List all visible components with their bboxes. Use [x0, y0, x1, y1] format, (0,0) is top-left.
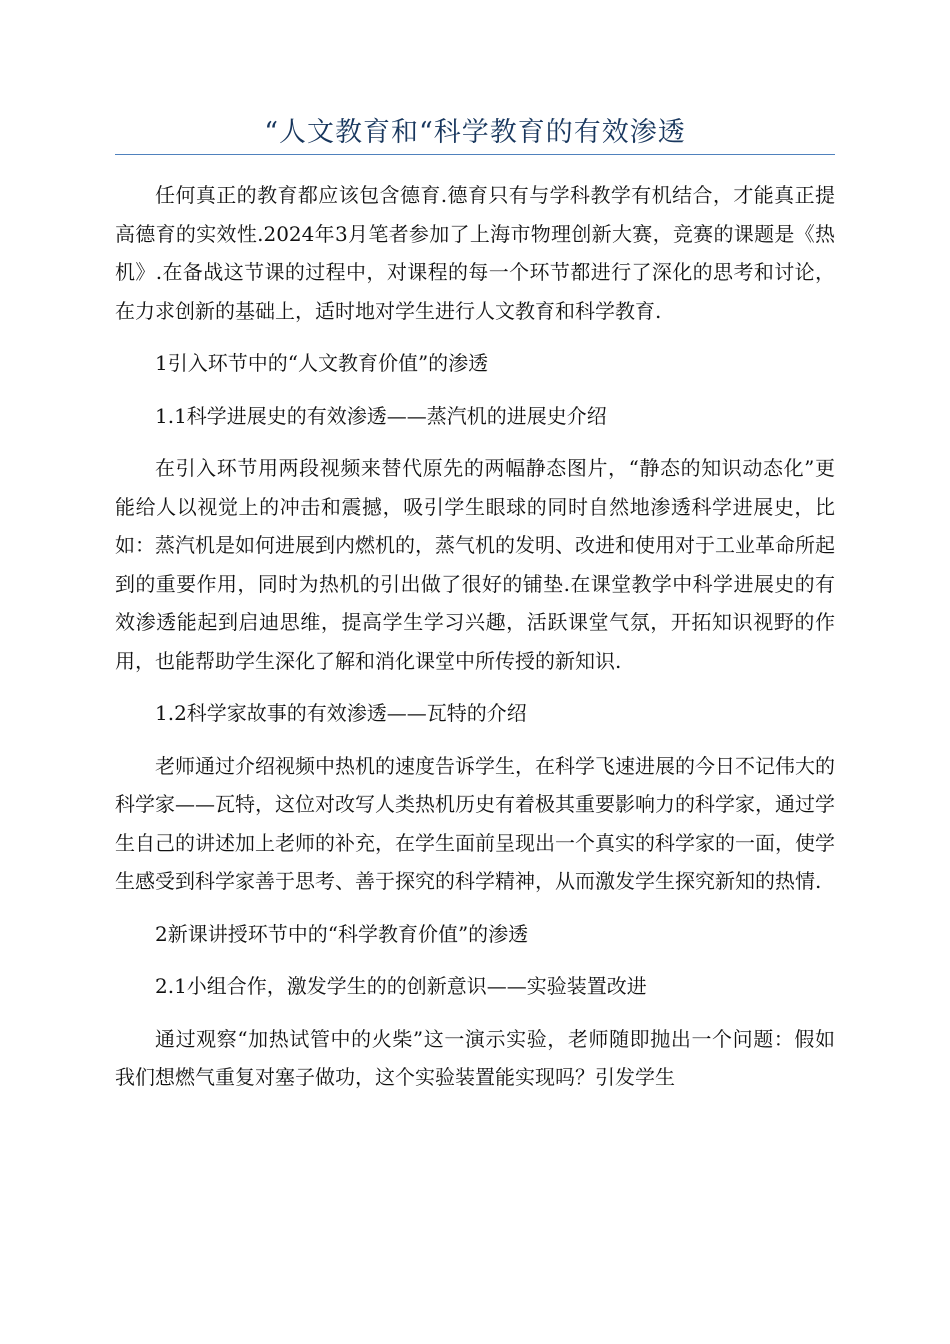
subsection-heading-2-1: 2.1小组合作，激发学生的的创新意识——实验装置改进 [155, 974, 647, 998]
document-body [115, 176, 835, 1111]
section-heading-2: 2新课讲授环节中的“科学教育价值”的渗透 [155, 921, 529, 946]
section-heading-1: 1引入环节中的“人文教育价值”的渗透 [155, 351, 489, 375]
subsection-heading-1-1: 1.1科学进展史的有效渗透——蒸汽机的进展史介绍 [155, 403, 607, 428]
paragraph-1-2: 老师通过介绍视频中热机的速度告诉学生，在科学飞速进展的今日不记伟大的科学家——瓦特，这位对改写人类热机历史有着极其重要影响力的科学家，通过学生自己的讲述加上老师的补充，在学生面前呈现出一个真实的科学家的一面，使学生感受到科学家善于思考、善于探究的科学精神，从而激发学生探究新知的热情. [115, 753, 835, 893]
paragraph-2-1: 通过观察“加热试管中的火柴”这一演示实验，老师随即抛出一个问题：假如我们想燃气重复对塞子做功，这个实验装置能实现吗？引发学生 [115, 1026, 835, 1089]
document-title: “人文教育和“科学教育的有效渗透 [264, 117, 686, 148]
paragraph-intro: 任何真正的教育都应该包含德育.德育只有与学科教学有机结合，才能真正提高德育的实效性.2024年3月笔者参加了上海市物理创新大赛，竞赛的课题是《热机》.在备战这节课的过程中，对课程的每一个环节都进行了深化的思考和讨论，在力求创新的基础上，适时地对学生进行人文教育和科学教育. [115, 183, 835, 323]
title-underline [115, 154, 835, 155]
subsection-heading-1-2: 1.2科学家故事的有效渗透——瓦特的介绍 [155, 701, 527, 725]
paragraph-1-1: 在引入环节用两段视频来替代原先的两幅静态图片，“静态的知识动态化”更能给人以视觉上的冲击和震撼，吸引学生眼球的同时自然地渗透科学进展史，比如：蒸汽机是如何进展到内燃机的，蒸气机的发明、改进和使用对于工业革命所起到的重要作用，同时为热机的引出做了很好的铺垫.在课堂教学中科学进展史的有效渗透能起到启迪思维，提高学生学习兴趣，活跃课堂气氛，开拓知识视野的作用，也能帮助学生深化了解和消化课堂中所传授的新知识. [115, 456, 835, 673]
